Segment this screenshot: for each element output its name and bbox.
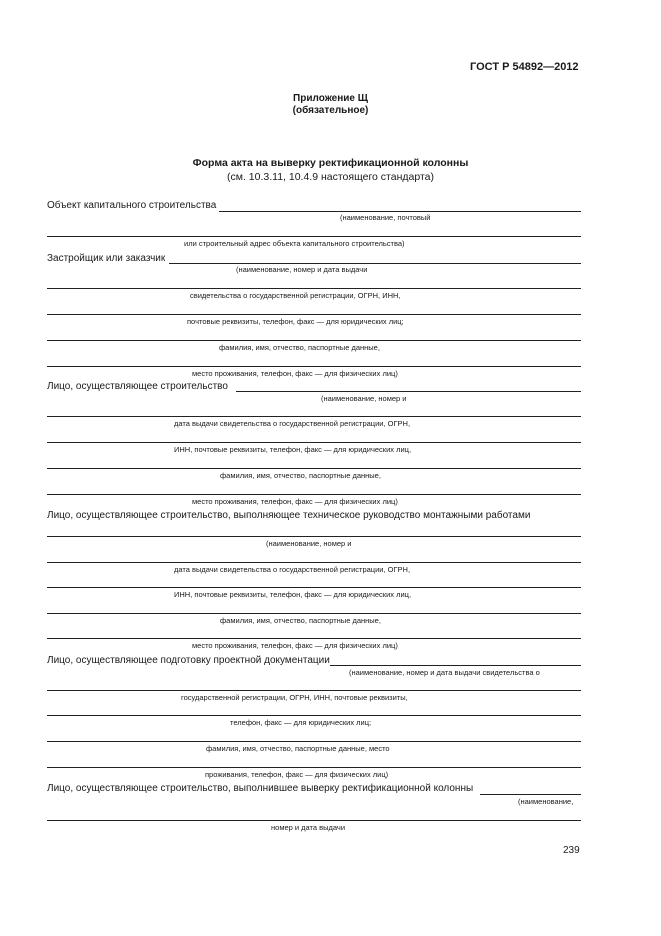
tech-fill-line-3[interactable] [47,587,581,588]
designer-fill-line[interactable] [330,665,581,666]
designer-caption-1: (наименование, номер и дата выдачи свидетельства о [349,668,540,677]
developer-fill-line[interactable] [169,263,581,264]
developer-fill-line-4[interactable] [47,340,581,341]
standard-number: ГОСТ Р 54892—2012 [470,61,579,73]
tech-caption-5: место проживания, телефон, факс — для физических лиц) [192,641,398,650]
developer-caption-2: свидетельства о государственной регистрации, ОГРН, ИНН, [190,291,401,300]
builder-caption-1: (наименование, номер и [321,394,407,403]
tech-caption-1: (наименование, номер и [266,539,352,548]
tech-caption-4: фамилия, имя, отчество, паспортные данные, [220,616,381,625]
designer-fill-line-5[interactable] [47,767,581,768]
object-label: Объект капитального строительства [47,200,217,211]
builder-fill-line-5[interactable] [47,494,581,495]
designer-caption-4: фамилия, имя, отчество, паспортные данные, место [206,744,390,753]
builder-fill-line-2[interactable] [47,416,581,417]
developer-caption-1: (наименование, номер и дата выдачи [236,265,368,274]
tech-caption-3: ИНН, почтовые реквизиты, телефон, факс — для юридических лиц, [174,590,412,599]
form-subtitle: (см. 10.3.11, 10.4.9 настоящего стандарта) [226,171,434,183]
tech-supervisor-label: Лицо, осуществляющее строительство, выполняющее техническое руководство монтажными работами [47,510,531,521]
designer-fill-line-3[interactable] [47,715,581,716]
designer-fill-line-2[interactable] [47,690,581,691]
verifier-caption-2: номер и дата выдачи [271,823,346,832]
tech-fill-line-4[interactable] [47,613,581,614]
builder-caption-3: ИНН, почтовые реквизиты, телефон, факс — для юридических лиц, [174,445,412,454]
builder-fill-line-4[interactable] [47,468,581,469]
developer-label: Застройщик или заказчик [47,253,166,264]
developer-caption-4: фамилия, имя, отчество, паспортные данные, [219,343,380,352]
verifier-label: Лицо, осуществляющее строительство, выполнившее выверку ректификационной колонны [47,783,474,794]
object-caption-1: (наименование, почтовый [340,213,431,222]
builder-fill-line-3[interactable] [47,442,581,443]
developer-caption-3: почтовые реквизиты, телефон, факс — для юридических лиц; [187,317,404,326]
developer-fill-line-3[interactable] [47,314,581,315]
tech-fill-line[interactable] [47,536,581,537]
object-caption-2: или строительный адрес объекта капитального строительства) [184,239,405,248]
designer-label: Лицо, осуществляющее подготовку проектной документации [47,655,330,666]
tech-fill-line-2[interactable] [47,562,581,563]
designer-caption-5: проживания, телефон, факс — для физических лиц) [205,770,389,779]
appendix-title: Приложение Щ [293,93,368,104]
developer-fill-line-2[interactable] [47,288,581,289]
builder-caption-4: фамилия, имя, отчество, паспортные данные, [220,471,381,480]
builder-label: Лицо, осуществляющее строительство [47,381,228,392]
page-number: 239 [563,845,580,856]
object-fill-line[interactable] [219,211,581,212]
verifier-fill-line[interactable] [480,794,581,795]
verifier-fill-line-2[interactable] [47,820,581,821]
developer-caption-5: место проживания, телефон, факс — для физических лиц) [192,369,398,378]
object-fill-line-2[interactable] [47,236,581,237]
builder-caption-2: дата выдачи свидетельства о государственной регистрации, ОГРН, [174,419,411,428]
builder-fill-line[interactable] [236,391,581,392]
designer-caption-3: телефон, факс — для юридических лиц; [230,718,372,727]
tech-caption-2: дата выдачи свидетельства о государственной регистрации, ОГРН, [174,565,411,574]
builder-caption-5: место проживания, телефон, факс — для физических лиц) [192,497,398,506]
form-title: Форма акта на выверку ректификационной колонны [192,157,469,169]
developer-fill-line-5[interactable] [47,366,581,367]
verifier-caption-1: (наименование, [518,797,574,806]
designer-caption-2: государственной регистрации, ОГРН, ИНН, почтовые реквизиты, [181,693,408,702]
designer-fill-line-4[interactable] [47,741,581,742]
tech-fill-line-5[interactable] [47,638,581,639]
appendix-note: (обязательное) [292,105,369,116]
